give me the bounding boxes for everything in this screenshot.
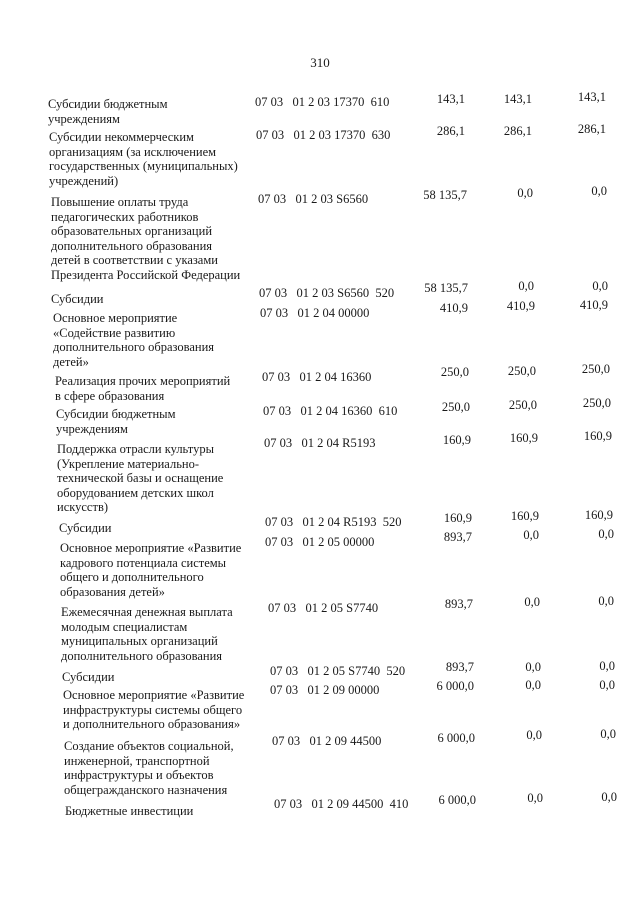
value-year-1: 410,9 xyxy=(439,301,468,315)
item-name: Создание объектов социальной, инженерной, транспортной инфраструктуры и объектов общегражданского назначения xyxy=(64,739,234,797)
item-name: Основное мероприятие «Развитие кадрового потенциала системы общего и дополнительного образования детей» xyxy=(60,541,242,599)
value-year-3: 0,0 xyxy=(601,790,617,804)
value-year-2: 0,0 xyxy=(523,528,539,542)
classification-code: 07 03 01 2 04 R5193 xyxy=(264,436,376,450)
item-name: Субсидии некоммерческим организациям (за исключением государственных (муниципальных) учреждений) xyxy=(49,130,238,188)
classification-code: 07 03 01 2 03 S6560 xyxy=(258,192,369,206)
value-year-3: 143,1 xyxy=(577,90,606,104)
classification-code: 07 03 01 2 04 00000 xyxy=(260,306,370,320)
value-year-1: 58 135,7 xyxy=(423,188,467,202)
item-name: Повышение оплаты труда педагогических работников образовательных организаций дополнительного образования детей в соответствии с указами Президента Российской Федерации xyxy=(51,195,241,282)
classification-code: 07 03 01 2 05 S7740 520 xyxy=(270,664,406,678)
item-name: Основное мероприятие «Развитие инфраструктуры системы общего и дополнительного образования» xyxy=(63,688,245,732)
value-year-2: 0,0 xyxy=(524,595,540,609)
classification-code: 07 03 01 2 03 17370 610 xyxy=(255,95,390,109)
classification-code: 07 03 01 2 09 44500 xyxy=(272,734,382,748)
value-year-3: 0,0 xyxy=(599,659,615,673)
item-name: Субсидии xyxy=(59,521,112,535)
classification-code: 07 03 01 2 04 16360 610 xyxy=(263,404,398,418)
classification-code: 07 03 01 2 05 00000 xyxy=(265,535,375,549)
value-year-2: 160,9 xyxy=(510,509,539,523)
table-row xyxy=(0,678,640,732)
table-row xyxy=(0,508,640,537)
table-row xyxy=(0,727,640,797)
value-year-3: 286,1 xyxy=(577,122,606,136)
table-row xyxy=(0,362,640,403)
item-name: Поддержка отрасли культуры (Укрепление материально- технической базы и оснащение оборудованием детских школ искусств) xyxy=(57,442,224,515)
table-row xyxy=(0,122,640,188)
value-year-3: 0,0 xyxy=(592,279,608,293)
table-row xyxy=(0,594,640,663)
value-year-2: 250,0 xyxy=(507,364,536,378)
table-row xyxy=(0,90,640,126)
value-year-3: 0,0 xyxy=(598,594,614,608)
table-row xyxy=(0,184,640,282)
value-year-2: 0,0 xyxy=(518,279,534,293)
classification-code: 07 03 01 2 04 16360 xyxy=(262,370,372,384)
value-year-2: 143,1 xyxy=(503,92,532,106)
value-year-1: 6 000,0 xyxy=(436,679,474,693)
value-year-1: 250,0 xyxy=(440,365,469,379)
value-year-3: 250,0 xyxy=(581,362,610,376)
classification-code: 07 03 01 2 09 00000 xyxy=(270,683,380,697)
value-year-1: 893,7 xyxy=(443,530,472,544)
value-year-2: 0,0 xyxy=(517,186,533,200)
value-year-2: 160,9 xyxy=(509,431,538,445)
value-year-1: 286,1 xyxy=(436,124,465,138)
item-name: Основное мероприятие «Содействие развитию дополнительного образования детей» xyxy=(53,311,215,369)
value-year-1: 893,7 xyxy=(444,597,473,611)
table-row xyxy=(0,790,640,820)
item-name: Ежемесячная денежная выплата молодым специалистам муниципальных организаций дополнительного образования xyxy=(61,605,233,663)
item-name: Субсидии xyxy=(51,292,104,306)
item-name: Бюджетные инвестиции xyxy=(65,804,194,818)
value-year-3: 0,0 xyxy=(598,527,614,541)
value-year-3: 160,9 xyxy=(583,429,612,443)
classification-code: 07 03 01 2 03 S6560 520 xyxy=(259,286,395,300)
item-name: Реализация прочих мероприятий в сфере образования xyxy=(55,374,231,403)
classification-code: 07 03 01 2 09 44500 410 xyxy=(274,797,409,811)
value-year-2: 286,1 xyxy=(503,124,532,138)
value-year-1: 58 135,7 xyxy=(424,281,468,295)
value-year-2: 410,9 xyxy=(506,299,535,313)
value-year-3: 0,0 xyxy=(600,727,616,741)
value-year-1: 160,9 xyxy=(443,511,472,525)
value-year-2: 0,0 xyxy=(526,728,542,742)
value-year-3: 410,9 xyxy=(579,298,608,312)
table-row xyxy=(0,429,640,515)
value-year-1: 6 000,0 xyxy=(438,793,476,807)
value-year-2: 0,0 xyxy=(525,660,541,674)
value-year-3: 250,0 xyxy=(582,396,611,410)
value-year-2: 0,0 xyxy=(527,791,543,805)
value-year-2: 0,0 xyxy=(525,678,541,692)
classification-code: 07 03 01 2 03 17370 630 xyxy=(256,128,391,142)
value-year-1: 893,7 xyxy=(445,660,474,674)
value-year-1: 6 000,0 xyxy=(437,731,475,745)
value-year-1: 143,1 xyxy=(436,92,465,106)
table-row xyxy=(0,279,640,308)
classification-code: 07 03 01 2 05 S7740 xyxy=(268,601,379,615)
value-year-2: 250,0 xyxy=(508,398,537,412)
value-year-1: 160,9 xyxy=(442,433,471,447)
classification-code: 07 03 01 2 04 R5193 520 xyxy=(265,515,402,529)
item-name: Субсидии бюджетным учреждениям xyxy=(56,407,176,436)
item-name: Субсидии xyxy=(62,670,115,684)
value-year-3: 160,9 xyxy=(584,508,613,522)
value-year-3: 0,0 xyxy=(599,678,615,692)
item-name: Субсидии бюджетным учреждениям xyxy=(48,97,168,126)
page-number: 310 xyxy=(310,55,330,70)
value-year-3: 0,0 xyxy=(591,184,607,198)
value-year-1: 250,0 xyxy=(441,400,470,414)
